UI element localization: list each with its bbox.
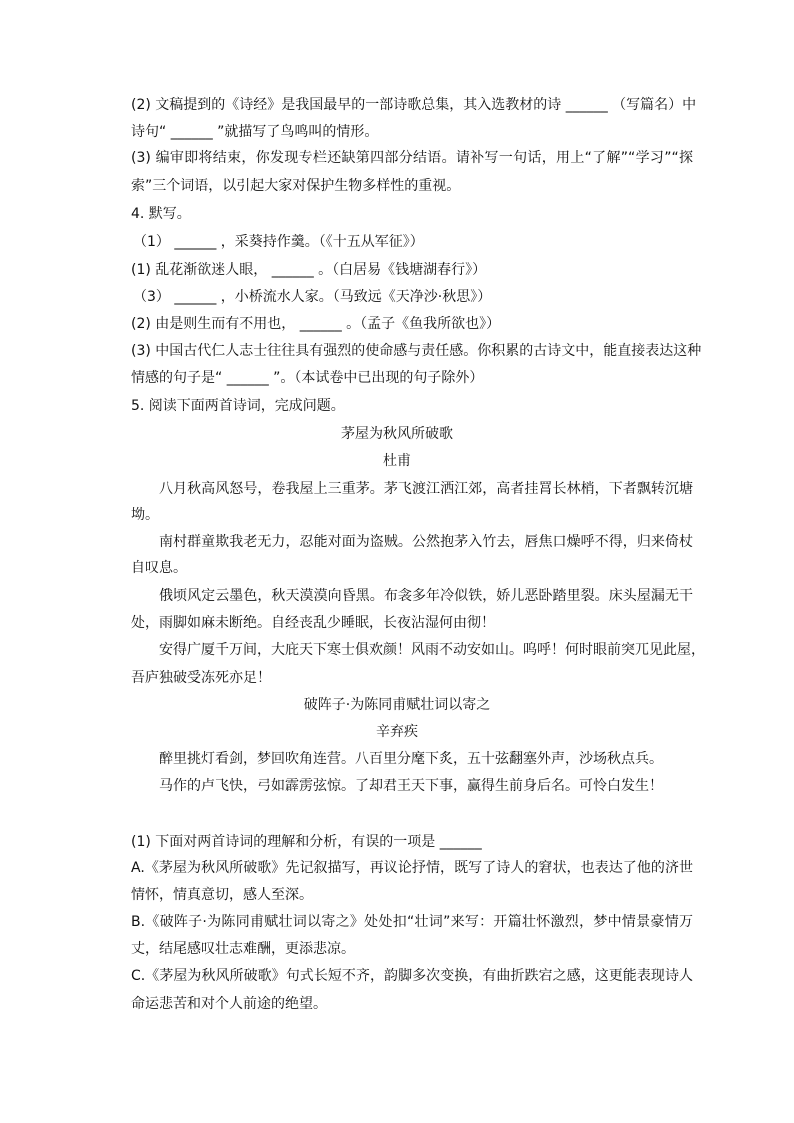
text-line: (2) 由是则生而有不用也， ______ 。（孟子《鱼我所欲也》） — [131, 316, 501, 332]
poem-line: 坳。 — [131, 507, 159, 523]
text-line: (2) 文稿提到的《诗经》是我国最早的一部诗歌总集，其入选教材的诗 ______ （写篇名）中 — [131, 97, 697, 113]
poem-title: 破阵子·为陈同甫赋壮词以寄之 — [303, 697, 491, 713]
poem-line: 南村群童欺我老无力，忍能对面为盗贼。公然抱茅入竹去，唇焦口燥呼不得，归来倚杖 — [159, 534, 693, 550]
poem-author: 杜甫 — [383, 453, 411, 469]
poem-line: 处，雨脚如麻未断绝。自经丧乱少睡眠，长夜沾湿何由彻！ — [131, 615, 495, 631]
question-line: (1) 下面对两首诗词的理解和分析，有误的一项是 ______ — [131, 834, 482, 850]
question-heading: 4. 默写。 — [131, 206, 191, 222]
option-a-cont: 情怀，情真意切，感人至深。 — [131, 887, 313, 903]
text-line: (3) 中国古代仁人志士往往具有强烈的使命感与责任感。你积累的古诗文中，能直接表达这种 — [131, 343, 702, 359]
option-a: A.《茅屋为秋风所破歌》先记叙描写，再议论抒情，既写了诗人的窘状，也表达了他的济世 — [131, 860, 693, 876]
poem-title: 茅屋为秋风所破歌 — [341, 426, 453, 442]
text-line: (1) 乱花渐欲迷人眼， ______ 。（白居易《钱塘湖春行》） — [131, 262, 487, 278]
option-b-cont: 丈，结尾感叹壮志难酬，更添悲凉。 — [131, 941, 355, 957]
poem-line: 马作的卢飞快，弓如霹雳弦惊。了却君王天下事，赢得生前身后名。可怜白发生！ — [159, 778, 663, 794]
poem-line: 吾庐独破受冻死亦足！ — [131, 670, 271, 686]
text-line: （1） ______ ，采葵持作羹。（《十五从军征》） — [133, 234, 424, 250]
text-line: （3） ______ ，小桥流水人家。（马致远《天净沙·秋思》） — [133, 289, 492, 305]
poem-line: 自叹息。 — [131, 560, 187, 576]
poem-line: 安得广厦千万间，大庇天下寒士俱欢颜！风雨不动安如山。呜呼！何时眼前突兀见此屋， — [159, 642, 705, 658]
poem-line: 俄顷风定云墨色，秋天漠漠向昏黑。布衾多年冷似铁，娇儿恶卧踏里裂。床头屋漏无干 — [159, 588, 693, 604]
option-c-cont: 命运悲苦和对个人前途的绝望。 — [131, 996, 327, 1012]
poem-line: 八月秋高风怒号，卷我屋上三重茅。茅飞渡江洒江郊，高者挂罥长林梢，下者飘转沉塘 — [159, 481, 693, 497]
option-c: C.《茅屋为秋风所破歌》句式长短不齐，韵脚多次变换，有曲折跌宕之感，这更能表现诗人 — [131, 968, 693, 984]
poem-author: 辛弃疾 — [376, 724, 418, 740]
poem-line: 醉里挑灯看剑，梦回吹角连营。八百里分麾下炙，五十弦翻塞外声，沙场秋点兵。 — [159, 751, 663, 767]
text-line: 情感的句子是“ ______ ”。（本试卷中已出现的句子除外） — [131, 370, 484, 386]
question-heading: 5. 阅读下面两首诗词，完成问题。 — [131, 398, 345, 414]
text-line: 诗句“ ______ ”就描写了鸟鸣叫的情形。 — [131, 124, 379, 140]
option-b: B.《破阵子·为陈同甫赋壮词以寄之》处处扣“壮词”来写：开篇壮怀激烈，梦中情景豪情万 — [131, 914, 693, 930]
text-line: 索”三个词语，以引起大家对保护生物多样性的重视。 — [131, 178, 461, 194]
text-line: (3) 编审即将结束，你发现专栏还缺第四部分结语。请补写一句话，用上“了解”“学习”“探 — [131, 150, 693, 166]
